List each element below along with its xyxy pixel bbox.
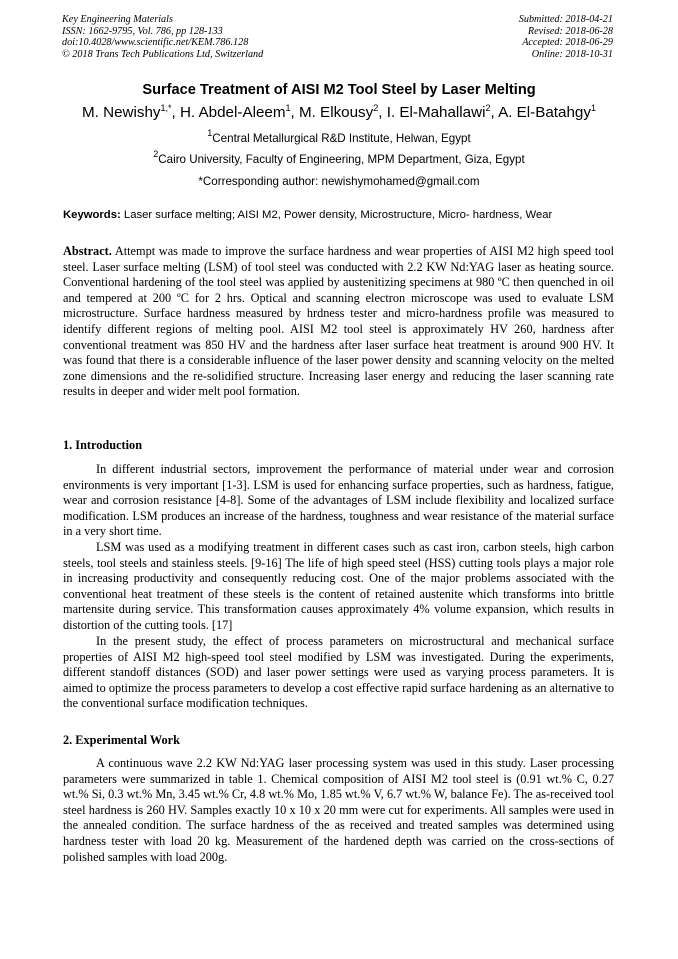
author-affiliation-mark: 1 xyxy=(285,103,291,113)
author-name: M. Elkousy xyxy=(298,104,374,121)
author-name: H. Abdel-Aleem xyxy=(179,104,286,121)
abstract-text: Attempt was made to improve the surface hardness and wear properties of AISI M2 high speed tool steel. Laser surface melting (LSM) of tool steel was conducted with 2.2 KW Nd:YAG laser as heating source. Conventional hardening of the tool steel was applied by austenitizing specimens at 980 ºC then quenched in oil and tempered at 200 ºC for 2 hrs. Optical and scanning electron microscope was used to evaluate LSM microstructure. Surface hardness measured by hrdness tester and micro-hardness profile was measured to identify different regions of melting pool. AISI M2 tool steel is approximately HV 260, hardness after conventional treatment was 850 HV and the hardness after laser surface heat treatment is around 900 HV. It was found that there is a considerable influence of the laser power density and scanning velocity on the melted zone dimensions and the re-solidified structure. Increasing laser energy and reducing the laser scanning rate results in deeper and wider melt pool formation. xyxy=(63,244,614,399)
author-affiliation-mark: 1,* xyxy=(160,103,172,113)
journal-name: Key Engineering Materials xyxy=(62,14,173,25)
date-online: Online: 2018-10-31 xyxy=(531,48,613,60)
date-submitted: Submitted: 2018-04-21 xyxy=(518,14,613,25)
affiliation-mark: 1 xyxy=(207,128,213,138)
author-list xyxy=(0,104,678,121)
abstract xyxy=(63,244,614,400)
paragraph: A continuous wave 2.2 KW Nd:YAG laser processing system was used in this study. Laser processing parameters were summarized in table 1. Chemical composition of AISI M2 tool steel is (0.91 wt.% C, 0.27 wt.% Si, 0.3 wt.% Mn, 3.45 wt.% Cr, 4.8 wt.% Mo, 1.85 wt.% V, 6.7 wt.% W, balance Fe). The as-received tool steel hardness is 260 HV. Samples exactly 10 x 10 x 20 mm were cut for experiments. All samples were used in the annealed condition. The surface hardness of the as received and treated samples was determined using hardness tester with load 20 kg. Measurement of the hardened depth was carried on the cross-sections of polished samples with load 200g. xyxy=(63,756,614,864)
author-separator: , xyxy=(490,104,499,121)
paragraph: In different industrial sectors, improvement the performance of material under wear and corrosion environments is very important [1-3]. LSM is used for enhancing surface properties, such as hardness, fatigue, wear and corrosion resistance [4-8]. Some of the advantages of LSM include flexibility and localized surface modification. LSM produces an increase of the hardness, toughness and wear resistance of the material surface in a very short time. xyxy=(63,462,614,539)
paper-title: Surface Treatment of AISI M2 Tool Steel by Laser Melting xyxy=(142,82,536,98)
affiliation-text: Central Metallurgical R&D Institute, Helwan, Egypt xyxy=(212,132,471,145)
keywords xyxy=(63,209,623,221)
author-affiliation-mark: 1 xyxy=(590,103,596,113)
affiliation-2 xyxy=(0,149,678,166)
author-name: M. Newishy xyxy=(82,104,161,121)
publication-dates xyxy=(519,14,613,60)
journal-issn: ISSN: 1662-9795, Vol. 786, pp 128-133 xyxy=(62,25,223,37)
author-affiliation-mark: 2 xyxy=(373,103,379,113)
paragraph: In the present study, the effect of process parameters on microstructural and mechanical surface properties of AISI M2 high-speed tool steel modified by LSM was investigated. During the experiments, different standoff distances (SOD) and laser power settings were used as varying process parameters. It is aimed to optimize the process parameters to develop a cost effective rapid surface hardening as an alternative to the conventional surface modification techniques. xyxy=(63,634,614,711)
journal-info xyxy=(62,14,263,60)
affiliation-1 xyxy=(0,128,678,145)
affiliation-text: Cairo University, Faculty of Engineering, MPM Department, Giza, Egypt xyxy=(158,153,525,166)
author-affiliation-mark: 2 xyxy=(485,103,491,113)
author-separator: , xyxy=(171,104,180,121)
section-heading-introduction: 1. Introduction xyxy=(63,438,143,452)
keywords-text: Laser surface melting; AISI M2, Power density, Microstructure, Micro- hardness, Wear xyxy=(123,209,553,221)
author-name: I. El-Mahallawi xyxy=(386,104,486,121)
affiliation-mark: 2 xyxy=(153,149,159,159)
keywords-label: Keywords: xyxy=(63,209,121,221)
author-separator: , xyxy=(290,104,299,121)
paragraph: LSM was used as a modifying treatment in different cases such as cast iron, carbon steels, high carbon steels, tool steels and stainless steels. [9-16] The life of high speed steel (HSS) cutting tools plays a major role in increasing productivity and consequently reducing cost. One of the major problems associated with the conventional heat treatment of these steels is the content of retained austenite which transforms into brittle martensite during service. This transformation causes approximately 4% volume expansion, which results in distortion of the cutting tools. [17] xyxy=(63,540,614,632)
author-name: A. El-Batahgy xyxy=(498,104,591,121)
date-revised: Revised: 2018-06-28 xyxy=(527,25,613,37)
date-accepted: Accepted: 2018-06-29 xyxy=(522,37,613,48)
abstract-label: Abstract. xyxy=(63,244,112,258)
author-separator: , xyxy=(378,104,387,121)
journal-doi: doi:10.4028/www.scientific.net/KEM.786.128 xyxy=(62,37,249,48)
section-heading-experimental-work: 2. Experimental Work xyxy=(63,733,180,747)
corresponding-author: *Corresponding author: newishymohamed@gmail.com xyxy=(198,175,480,188)
journal-copyright: © 2018 Trans Tech Publications Ltd, Switzerland xyxy=(62,48,264,60)
